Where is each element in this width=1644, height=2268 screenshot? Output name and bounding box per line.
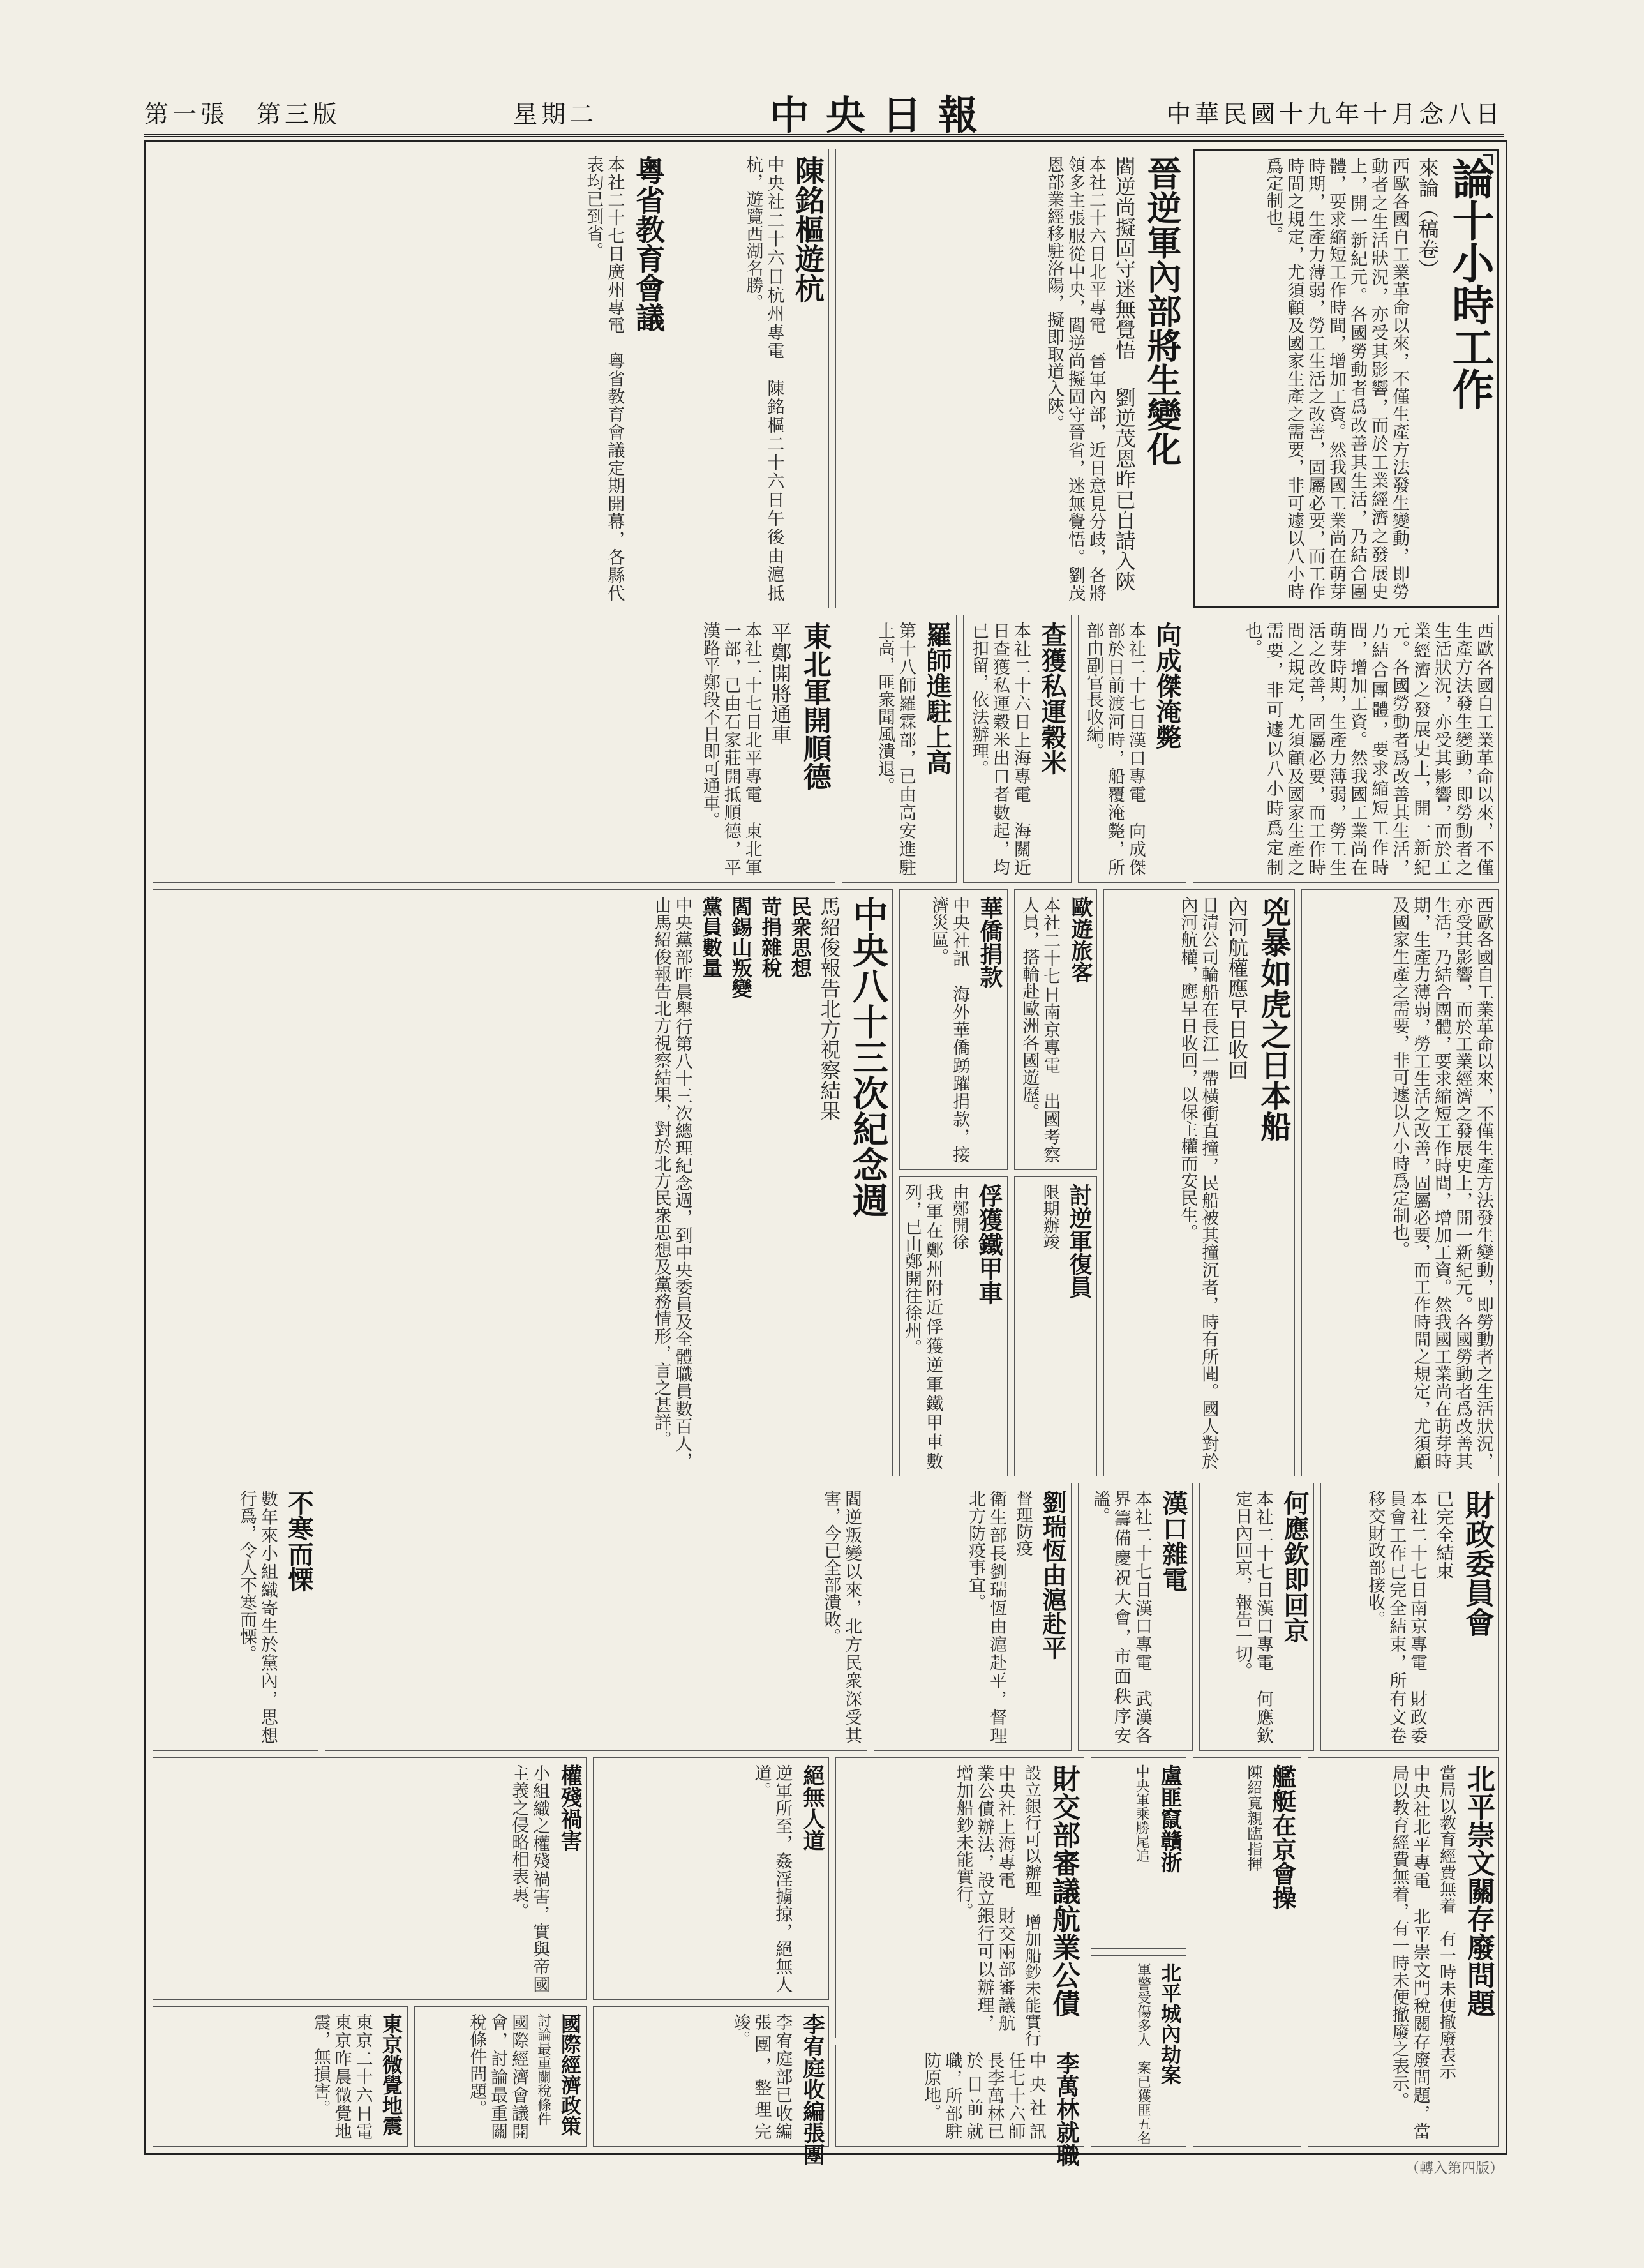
article-body: 本社二十六日上海專電 海關近日查獲私運穀米出口者數起，均已扣留，依法辦理。	[968, 622, 1031, 876]
article-subhead: 陳紹寬親臨指揮	[1244, 1764, 1262, 1872]
article-body: 中央社上海專電 財交兩部審議航業公債辦法，設立銀行可以辦理，增加船鈔未能實行。	[953, 1764, 1015, 2031]
article-hankou	[1078, 1483, 1193, 1751]
article-subhead: 馬紹俊報告北方視察結果	[817, 896, 842, 1121]
article-xiaoshi-continued	[1193, 615, 1499, 883]
article-body: 李宥庭部已收編張團，整理完竣。	[730, 2013, 793, 2140]
article-headline: 歐遊旅客	[1067, 896, 1093, 983]
article-headline: 討逆軍復員	[1066, 1183, 1093, 1298]
article-body: 西歐各國自工業革命以來，不僅生產方法發生變動，即勞動者之生活狀況，亦受其影響，而於工業經濟之發展史上，開一新紀元。各國勞動者爲改善其生活，乃結合團體，要求縮短工作時間，增加工資。然我國工業尚在萌芽時期，生產力薄弱，勞工生活之改善，固屬必要，而工作時間之規定，尤須顧及國家生產之需要，非可遽以八小時爲定制也。	[1389, 896, 1493, 1469]
article-subhead: 當局以教育經費無着 有一時未便撤廢表示	[1437, 1764, 1456, 2080]
article-headline: 向成傑淹斃	[1152, 622, 1182, 749]
article-headline-yanxi: 閻錫山叛變	[728, 896, 753, 998]
article-subhead: 討論最重關稅條件	[535, 2013, 551, 2126]
article-body: 第十八師羅霖部，已由高安進駐上高，匪衆聞風潰退。	[874, 622, 916, 876]
article-headline: 華僑捐款	[976, 896, 1003, 988]
article-taoni	[1014, 1176, 1097, 1476]
article-headline: 盧匪竄贛浙	[1156, 1764, 1182, 1873]
article-huaqiao	[899, 889, 1008, 1170]
article-body: 本社二十七日漢口專電 向成傑部於日前渡河時，船覆淹斃，所部由副官長收編。	[1083, 622, 1146, 876]
article-subhead: 閻逆尚擬固守迷無覺悟 劉逆茂恩昨已自請入陝	[1112, 156, 1137, 592]
article-neibu	[835, 149, 1186, 608]
article-chongwen	[1308, 1757, 1499, 2147]
article-body: 本社二十七日南京專電 財政委員會工作已完全結束，所有文卷移交財政部接收。	[1365, 1490, 1428, 1744]
masthead	[144, 89, 1504, 137]
masthead-date: 中華民國十九年十月念八日	[1166, 100, 1504, 128]
article-headline-minzhong: 民衆思想	[788, 896, 812, 978]
article-headline: 北平崇文關存廢問題	[1462, 1764, 1495, 2017]
article-headline: 中央八十三次紀念週	[847, 896, 889, 1218]
article-xiaoshi-right	[1301, 889, 1499, 1476]
newspaper-page	[144, 140, 1507, 2167]
article-body: 國際經濟會議開會，討論最重關稅條件問題。	[467, 2013, 529, 2140]
article-headline: 漢口雜電	[1158, 1490, 1188, 1592]
article-body: 中央社訊 海外華僑踴躍捐款，接濟災區。	[929, 896, 970, 1163]
article-headline: 晉逆軍內部將生變化	[1142, 156, 1183, 466]
article-li	[835, 2045, 1084, 2167]
article-body: 中央社訊 任七十六師長李萬林已於日前就職，所部駐防原地。	[921, 2052, 1047, 2157]
masthead-page: 第一張 第三版	[144, 100, 341, 128]
article-ren	[593, 1757, 829, 2000]
article-subhead: 平鄭開將通車	[768, 622, 793, 744]
article-body: 小組織之權殘禍害，實與帝國主義之侵略相表裏。	[509, 1764, 550, 1993]
article-japan	[1103, 889, 1295, 1476]
article-yue	[153, 149, 669, 608]
article-yanxi-body	[325, 1483, 867, 1751]
article-headline: 俘獲鐵甲車	[975, 1183, 1003, 1305]
article-chen	[676, 149, 829, 608]
article-subhead: 來論（稿卷）	[1415, 157, 1440, 280]
article-subhead: 限期辦竣	[1040, 1183, 1060, 1250]
article-guoji	[414, 2006, 587, 2147]
article-beiping	[1091, 1955, 1186, 2147]
article-huanghuo	[153, 1757, 587, 2000]
article-body: 本社二十七日漢口專電 武漢各界籌備慶祝大會，市面秩序安謐。	[1089, 1490, 1152, 1744]
article-headline: 國際經濟政策	[558, 2013, 582, 2136]
article-subhead: 已完全結束	[1433, 1490, 1455, 1579]
article-headline: 權殘禍害	[557, 1764, 582, 1851]
article-lufei	[1091, 1757, 1186, 1949]
article-chahuo	[963, 615, 1072, 883]
article-body: 閻逆叛變以來，北方民衆深受其害，今已全部潰敗。	[821, 1490, 862, 1744]
article-body: 中央社二十六日杭州專電 陳銘樞二十六日午後由滬抵杭，遊覽西湖名勝。	[743, 156, 784, 601]
article-headline: 羅師進駐上高	[922, 622, 952, 775]
article-headline: 陳銘樞遊杭	[791, 156, 825, 303]
article-body: 逆軍所至，姦淫擄掠，絕無人道。	[751, 1764, 793, 1993]
article-body: 衛生部長劉瑞恆由滬赴平，督理北方防疫事宜。	[966, 1490, 1007, 1744]
article-body: 數年來小組織寄生於黨內，思想行爲，令人不寒而慄。	[236, 1490, 278, 1744]
article-body: 本社二十七日南京專電 出國考察人員，搭輪赴歐洲各國遊歷。	[1019, 896, 1061, 1163]
article-body: 本社二十七日北平專電 東北軍一部，已由石家莊開抵順德，平漢路平鄭段不日即可通車。	[699, 622, 762, 876]
frame-corner-ornament	[1483, 154, 1493, 165]
article-headline: 粵省教育會議	[631, 156, 666, 332]
article-subhead: 軍警受傷多人 案已獲匪五名	[1135, 1962, 1151, 2145]
article-headline: 東京微覺地震	[379, 2013, 403, 2136]
article-buchang	[153, 1483, 318, 1751]
article-subhead: 督理防疫	[1013, 1490, 1033, 1556]
article-headline: 李宥庭收編張團	[799, 2013, 825, 2165]
article-dongbei	[153, 615, 835, 883]
article-headline: 兇暴如虎之日本船	[1255, 896, 1291, 1141]
article-body: 中央社北平專電 北平崇文門稅關存廢問題，當局以教育經費無着，有一時未便撤廢之表示。	[1389, 1764, 1430, 2140]
article-caizheng	[1320, 1483, 1499, 1751]
article-headline: 財政委員會	[1461, 1490, 1495, 1637]
article-headline: 艦艇在京會操	[1268, 1764, 1297, 1910]
article-dongjing	[153, 2006, 408, 2157]
article-xiang	[1078, 615, 1186, 883]
article-headline: 何應欽即回京	[1280, 1490, 1310, 1643]
article-body: 東京二十六日電 東京昨晨微覺地震，無損害。	[310, 2013, 373, 2157]
article-headline: 論十小時工作	[1445, 157, 1495, 410]
article-headline: 查獲私運穀米	[1037, 622, 1067, 775]
article-body: 中央黨部昨晨舉行第八十三次總理紀念週，到中央委員及全體職員數百人，由馬紹俊報告北方視察結果，對於北方民衆思想及黨務情形，言之甚詳。	[651, 896, 692, 1469]
article-lishi	[593, 2006, 829, 2165]
article-headline: 李萬林就職	[1053, 2052, 1080, 2167]
article-ouzhou	[1014, 889, 1097, 1170]
article-gongzhai	[835, 1757, 1084, 2046]
continuation-note: （轉入第四版）	[1405, 2161, 1504, 2177]
article-body: 本社二十六日北平專電 晉軍內部，近日意見分歧，各將領多主張服從中央，閻逆尚擬固守晉省，迷無覺悟。劉茂恩部業經移駐洛陽，擬即取道入陝。	[1044, 156, 1106, 601]
article-headline: 北平城內劫案	[1158, 1962, 1182, 2085]
article-subhead: 設立銀行可以辦理 增加船鈔未能實行	[1022, 1764, 1042, 2046]
article-headline: 財交部審議航業公債	[1047, 1764, 1080, 2017]
article-headline-dangyuan: 黨員數量	[699, 896, 724, 978]
masthead-weekday: 星期二	[512, 100, 597, 128]
article-fuhuo	[899, 1176, 1008, 1476]
article-headline: 不寒而慄	[284, 1490, 314, 1592]
article-body: 西歐各國自工業革命以來，不僅生產方法發生變動，即勞動者之生活狀況，亦受其影響，而於工業經濟之發展史上，開一新紀元。各國勞動者爲改善其生活，乃結合團體，要求縮短工作時間，增加工資。然我國工業尚在萌芽時期，生產力薄弱，勞工生活之改善，固屬必要，而工作時間之規定，尤須顧及國家生產之需要，非可遽以八小時爲定制也。	[1242, 622, 1493, 876]
article-subhead: 內河航權應早日收回	[1225, 896, 1250, 1080]
article-headline-kejuan: 苛捐雜稅	[758, 896, 783, 978]
article-body: 日清公司輪船在長江一帶橫衝直撞，民船被其撞沉者，時有所聞。國人對於內河航權，應早日收回，以保主權而安民生。	[1177, 896, 1219, 1469]
article-luoshi	[842, 615, 957, 883]
article-jianting	[1193, 1757, 1301, 2147]
article-headline: 東北軍開順德	[798, 622, 831, 790]
article-headline: 絕無人道	[799, 1764, 825, 1851]
article-headline: 劉瑞恆由滬赴平	[1038, 1490, 1067, 1660]
masthead-name: 中央日報	[769, 91, 994, 139]
article-subhead: 中央軍乘勝尾追	[1133, 1764, 1150, 1863]
article-body: 我軍在鄭州附近俘獲逆軍鐵甲車數列，已由鄭開往徐州。	[902, 1183, 943, 1469]
article-subhead: 由鄭開徐	[949, 1183, 969, 1250]
article-editorial	[1193, 149, 1499, 608]
article-body: 西歐各國自工業革命以來，不僅生產方法發生變動，即勞動者之生活狀況，亦受其影響，而於工業經濟之發展史上，開一新紀元。各國勞動者爲改善其生活，乃結合團體，要求縮短工作時間，增加工資。然我國工業尚在萌芽時期，生產力薄弱，勞工生活之改善，固屬必要，而工作時間之規定，尤須顧及國家生產之需要，非可遽以八小時爲定制也。	[1263, 157, 1409, 600]
article-body: 本社二十七日漢口專電 何應欽定日內回京，報告一切。	[1232, 1490, 1273, 1744]
article-body: 本社二十七日廣州專電 粵省教育會議定期開幕，各縣代表均已到省。	[583, 156, 625, 601]
article-zhongyang	[153, 889, 893, 1476]
article-liu	[874, 1483, 1072, 1751]
article-he	[1199, 1483, 1314, 1751]
